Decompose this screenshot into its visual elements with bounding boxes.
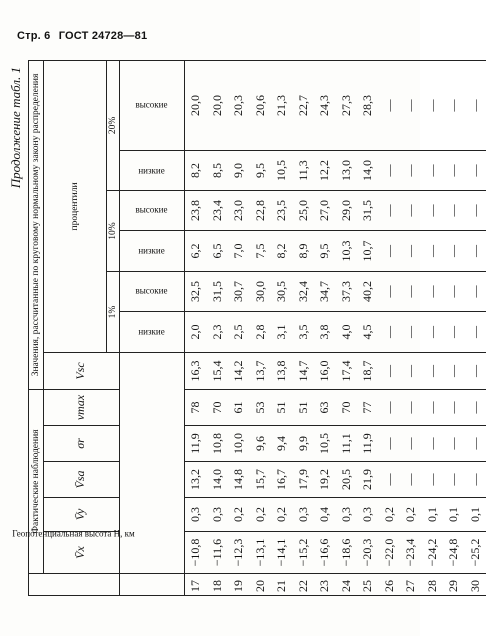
- table-cell-h1: 34,7: [314, 271, 336, 311]
- rotated-table-block: [6, 61, 482, 596]
- standard-code: ГОСТ 24728—81: [58, 30, 148, 42]
- table-cell-l20: 14,0: [357, 150, 379, 190]
- table-cell-h10: 23,4: [207, 190, 229, 230]
- table-cell-vx: −11,6: [207, 532, 229, 574]
- table-cell-l20: —: [379, 150, 401, 190]
- table-cell-vmax: 70: [207, 389, 229, 425]
- table-cell-vx: −14,1: [271, 532, 293, 574]
- table-cell-l1: 2,5: [228, 311, 250, 352]
- table-cell-h: 19: [228, 574, 250, 596]
- table-cell-vsc: —: [379, 352, 401, 389]
- table-cell-vsa: —: [379, 462, 401, 498]
- table-cell-h20: —: [422, 60, 444, 150]
- table-row: [357, 60, 379, 595]
- table-continuation-caption: Продолжение табл. 1: [8, 67, 23, 189]
- table-cell-h1: 31,5: [207, 271, 229, 311]
- table-cell-vy: 0,2: [228, 498, 250, 532]
- table-cell-vx: −13,1: [250, 532, 272, 574]
- table-cell-l1: —: [400, 311, 422, 352]
- vsc-header: Vsc: [44, 352, 120, 389]
- table-cell-l1: 2,0: [185, 311, 207, 352]
- table-cell-h1: 40,2: [357, 271, 379, 311]
- p1-header: 1%: [107, 271, 120, 352]
- table-cell-h1: 37,3: [336, 271, 358, 311]
- table-cell-l1: 2,8: [250, 311, 272, 352]
- page-number: Стр. 6: [17, 30, 51, 42]
- table-cell-l10: 7,0: [228, 230, 250, 271]
- table-cell-h20: 20,3: [228, 60, 250, 150]
- table-cell-vsa: —: [400, 462, 422, 498]
- table-cell-s: 11,9: [185, 426, 207, 462]
- table-cell-h1: —: [400, 271, 422, 311]
- table-cell-h10: 23,5: [271, 190, 293, 230]
- table-row: [271, 60, 293, 595]
- table-cell-vsa: 19,2: [314, 462, 336, 498]
- table-row: [465, 60, 486, 595]
- table-cell-vy: 0,2: [379, 498, 401, 532]
- p20-low-header: низкие: [120, 150, 185, 190]
- vy-header: V̄y: [44, 498, 120, 532]
- table-cell-s: —: [465, 426, 486, 462]
- table-cell-s: 9,9: [293, 426, 315, 462]
- table-cell-h: 22: [293, 574, 315, 596]
- table-cell-l1: —: [465, 311, 486, 352]
- table-cell-vy: 0,1: [465, 498, 486, 532]
- table-cell-l1: 2,3: [207, 311, 229, 352]
- table-cell-l20: 8,5: [207, 150, 229, 190]
- vsa-header: V̄sa: [44, 462, 120, 498]
- table-cell-vy: 0,4: [314, 498, 336, 532]
- table-cell-l10: 9,5: [314, 230, 336, 271]
- table-cell-l1: —: [422, 311, 444, 352]
- table-cell-h20: 20,0: [207, 60, 229, 150]
- table-cell-vsc: 16,0: [314, 352, 336, 389]
- table-cell-vsa: 16,7: [271, 462, 293, 498]
- table-cell-h: 26: [379, 574, 401, 596]
- table-body: [185, 60, 486, 595]
- table-cell-vsc: 16,3: [185, 352, 207, 389]
- table-cell-l20: 9,5: [250, 150, 272, 190]
- table-cell-l1: 4,0: [336, 311, 358, 352]
- table-cell-vy: 0,3: [185, 498, 207, 532]
- table-row: [250, 60, 272, 595]
- table-cell-vy: 0,3: [336, 498, 358, 532]
- table-cell-vsc: —: [443, 352, 465, 389]
- table-cell-h: 23: [314, 574, 336, 596]
- table-cell-l20: 11,3: [293, 150, 315, 190]
- table-cell-l20: 9,0: [228, 150, 250, 190]
- table-cell-h10: —: [379, 190, 401, 230]
- table-cell-s: —: [443, 426, 465, 462]
- table-cell-l10: 10,3: [336, 230, 358, 271]
- table-row: [207, 60, 229, 595]
- p10-high-header: высокие: [120, 190, 185, 230]
- table-cell-l20: —: [400, 150, 422, 190]
- table-cell-s: 10,0: [228, 426, 250, 462]
- table-cell-vy: 0,2: [250, 498, 272, 532]
- table-cell-h1: 30,5: [271, 271, 293, 311]
- table-cell-h: 21: [271, 574, 293, 596]
- table-cell-l1: —: [443, 311, 465, 352]
- table-cell-vmax: —: [379, 389, 401, 425]
- table-cell-l20: 12,2: [314, 150, 336, 190]
- table-cell-h10: 23,8: [185, 190, 207, 230]
- table-cell-l10: 6,2: [185, 230, 207, 271]
- table-cell-vmax: 77: [357, 389, 379, 425]
- table-cell-vmax: 70: [336, 389, 358, 425]
- blank-sub-header: [120, 574, 185, 596]
- table-cell-h1: 32,5: [185, 271, 207, 311]
- table-cell-l10: 10,7: [357, 230, 379, 271]
- table-row: [228, 60, 250, 595]
- table-cell-vsc: 18,7: [357, 352, 379, 389]
- table-cell-h1: —: [465, 271, 486, 311]
- table-cell-vy: 0,1: [422, 498, 444, 532]
- table-cell-vy: 0,1: [443, 498, 465, 532]
- table-cell-vsa: —: [422, 462, 444, 498]
- table-cell-l20: —: [422, 150, 444, 190]
- page-header: [17, 30, 152, 42]
- table-cell-h: 28: [422, 574, 444, 596]
- p10-low-header: низкие: [120, 230, 185, 271]
- sigma-header: σr: [44, 426, 120, 462]
- table-cell-s: 9,4: [271, 426, 293, 462]
- table-cell-vy: 0,3: [207, 498, 229, 532]
- table-cell-vy: 0,3: [293, 498, 315, 532]
- table-cell-vx: −20,3: [357, 532, 379, 574]
- table-cell-h10: 27,0: [314, 190, 336, 230]
- table-cell-vmax: —: [443, 389, 465, 425]
- table-cell-vmax: —: [422, 389, 444, 425]
- table-cell-vsc: 13,8: [271, 352, 293, 389]
- table-cell-vmax: —: [465, 389, 486, 425]
- table-cell-l20: 13,0: [336, 150, 358, 190]
- table-cell-s: —: [422, 426, 444, 462]
- table-cell-vsa: 20,5: [336, 462, 358, 498]
- table-cell-l20: —: [443, 150, 465, 190]
- table-cell-s: —: [379, 426, 401, 462]
- p20-high-header: высокие: [120, 60, 185, 150]
- table-cell-h10: —: [422, 190, 444, 230]
- table-cell-vy: 0,2: [400, 498, 422, 532]
- observed-group-header: Фактические наблюдения: [29, 389, 44, 573]
- table-cell-l1: 3,8: [314, 311, 336, 352]
- table-cell-vmax: 53: [250, 389, 272, 425]
- table-cell-s: 10,5: [314, 426, 336, 462]
- table-cell-h20: 21,3: [271, 60, 293, 150]
- table-cell-vx: −23,4: [400, 532, 422, 574]
- table-cell-h10: —: [443, 190, 465, 230]
- table-cell-s: —: [400, 426, 422, 462]
- table-cell-vsc: —: [400, 352, 422, 389]
- table-cell-h10: 25,0: [293, 190, 315, 230]
- table-cell-h20: 20,6: [250, 60, 272, 150]
- table-cell-h: 17: [185, 574, 207, 596]
- table-cell-vsc: 15,4: [207, 352, 229, 389]
- p1-low-header: низкие: [120, 311, 185, 352]
- table-cell-s: 11,1: [336, 426, 358, 462]
- table-cell-s: 11,9: [357, 426, 379, 462]
- table-cell-s: 10,8: [207, 426, 229, 462]
- table-cell-vsc: 14,7: [293, 352, 315, 389]
- table-cell-vsc: 13,7: [250, 352, 272, 389]
- table-cell-h1: —: [443, 271, 465, 311]
- table-cell-h20: —: [465, 60, 486, 150]
- table-cell-l1: 4,5: [357, 311, 379, 352]
- table-cell-l20: 10,5: [271, 150, 293, 190]
- table-cell-vmax: 61: [228, 389, 250, 425]
- table-cell-vsc: —: [422, 352, 444, 389]
- table-cell-vx: −10,8: [185, 532, 207, 574]
- table-cell-vsa: 15,7: [250, 462, 272, 498]
- table-cell-vsa: 14,8: [228, 462, 250, 498]
- table-cell-l10: 6,5: [207, 230, 229, 271]
- table-cell-l20: —: [465, 150, 486, 190]
- table-cell-l10: —: [443, 230, 465, 271]
- table-cell-l10: —: [465, 230, 486, 271]
- table-cell-vsa: —: [465, 462, 486, 498]
- table-cell-vy: 0,2: [271, 498, 293, 532]
- table-cell-h20: 27,3: [336, 60, 358, 150]
- table-cell-vmax: 51: [271, 389, 293, 425]
- table-cell-vx: −12,3: [228, 532, 250, 574]
- vx-header: V̄x: [44, 532, 120, 574]
- table-cell-l10: —: [379, 230, 401, 271]
- table-row: [336, 60, 358, 595]
- table-cell-l10: —: [400, 230, 422, 271]
- table-cell-vsc: 17,4: [336, 352, 358, 389]
- table-cell-h1: —: [422, 271, 444, 311]
- table-cell-l10: 8,2: [271, 230, 293, 271]
- table-cell-h10: 29,0: [336, 190, 358, 230]
- table-row: [293, 60, 315, 595]
- table-cell-vx: −22,0: [379, 532, 401, 574]
- vmax-header: vmax: [44, 389, 120, 425]
- table-row: [400, 60, 422, 595]
- table-cell-h20: 24,3: [314, 60, 336, 150]
- observed-spacer: [120, 352, 185, 573]
- table-cell-h1: 32,4: [293, 271, 315, 311]
- table-cell-h1: 30,7: [228, 271, 250, 311]
- table-cell-vx: −18,6: [336, 532, 358, 574]
- table-cell-vx: −24,2: [422, 532, 444, 574]
- table-cell-vsa: 21,9: [357, 462, 379, 498]
- table-row: [379, 60, 401, 595]
- table-cell-h: 29: [443, 574, 465, 596]
- height-column-header: Геопотенциальная высота H, км: [29, 574, 120, 596]
- table-cell-l1: —: [379, 311, 401, 352]
- table-cell-h10: 23,0: [228, 190, 250, 230]
- table-cell-vmax: 51: [293, 389, 315, 425]
- table-cell-h20: 28,3: [357, 60, 379, 150]
- table-cell-vmax: —: [400, 389, 422, 425]
- table-cell-vsa: 13,2: [185, 462, 207, 498]
- p1-high-header: высокие: [120, 271, 185, 311]
- table-cell-vmax: 63: [314, 389, 336, 425]
- p20-header: 20%: [107, 60, 120, 190]
- table-cell-l10: 7,5: [250, 230, 272, 271]
- table-cell-h20: —: [443, 60, 465, 150]
- table-cell-vmax: 78: [185, 389, 207, 425]
- table-cell-h: 25: [357, 574, 379, 596]
- table-cell-h20: 22,7: [293, 60, 315, 150]
- table-cell-vsa: 14,0: [207, 462, 229, 498]
- table-cell-vx: −25,2: [465, 532, 486, 574]
- table-cell-h10: 22,8: [250, 190, 272, 230]
- table-cell-h: 20: [250, 574, 272, 596]
- table-cell-l1: 3,5: [293, 311, 315, 352]
- table-cell-l10: 8,9: [293, 230, 315, 271]
- table-cell-vsa: 17,9: [293, 462, 315, 498]
- table-cell-h20: —: [379, 60, 401, 150]
- table-row: [422, 60, 444, 595]
- table-row: [443, 60, 465, 595]
- table-cell-vsc: —: [465, 352, 486, 389]
- percentiles-header: процентили: [44, 60, 107, 352]
- table-cell-vy: 0,3: [357, 498, 379, 532]
- table-row: [314, 60, 336, 595]
- table-cell-h10: 31,5: [357, 190, 379, 230]
- table-cell-h20: —: [400, 60, 422, 150]
- table-cell-vx: −24,8: [443, 532, 465, 574]
- table-cell-h10: —: [465, 190, 486, 230]
- table-cell-h: 24: [336, 574, 358, 596]
- table-cell-vx: −16,6: [314, 532, 336, 574]
- table-cell-h: 18: [207, 574, 229, 596]
- p10-header: 10%: [107, 190, 120, 271]
- table-cell-h: 30: [465, 574, 486, 596]
- table-cell-h1: 30,0: [250, 271, 272, 311]
- table-cell-h1: —: [379, 271, 401, 311]
- table-cell-vsa: —: [443, 462, 465, 498]
- table-cell-h: 27: [400, 574, 422, 596]
- table-cell-l20: 8,2: [185, 150, 207, 190]
- table-cell-h20: 20,0: [185, 60, 207, 150]
- table-cell-h10: —: [400, 190, 422, 230]
- table-cell-vsc: 14,2: [228, 352, 250, 389]
- computed-group-header: Значения, рассчитанные по круговому нормальному закону распределения: [29, 60, 44, 389]
- table-cell-s: 9,6: [250, 426, 272, 462]
- table-cell-l1: 3,1: [271, 311, 293, 352]
- table-cell-l10: —: [422, 230, 444, 271]
- table-cell-vx: −15,2: [293, 532, 315, 574]
- table-row: [185, 60, 207, 595]
